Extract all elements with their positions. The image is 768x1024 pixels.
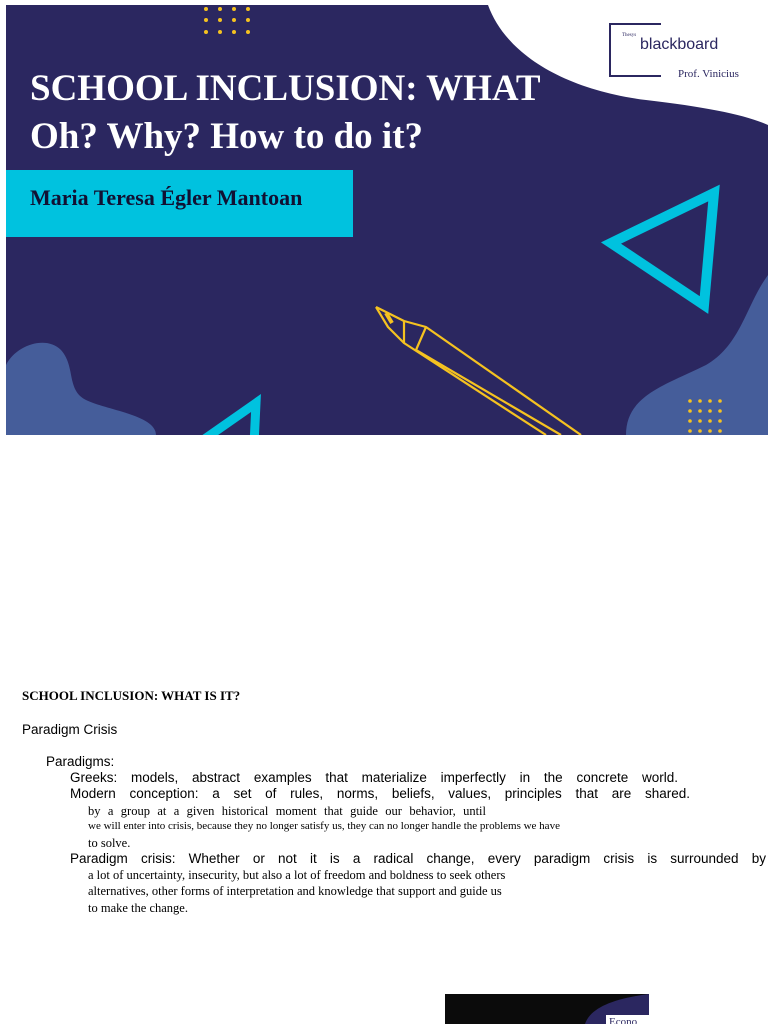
dot-grid-top — [204, 7, 250, 34]
thumbnail-label: Econo — [605, 1014, 649, 1024]
title-slide-banner — [6, 5, 768, 435]
paragraph-crisis-cont3: to make the change. — [88, 901, 188, 915]
paragraph-crisis: Paradigm crisis: Whether or not it is a radical change, every paradigm crisis is surrounded by — [70, 851, 766, 866]
triangle-outline-right — [611, 193, 714, 305]
paragraph-greeks: Greeks: models, abstract examples that materialize imperfectly in the concrete world. — [70, 770, 678, 785]
author-name: Maria Teresa Égler Mantoan — [30, 185, 303, 210]
paragraph-crisis-cont2: alternatives, other forms of interpretation and knowledge that support and guide us — [88, 884, 502, 898]
paragraph-modern-cont1: by a group at a given historical moment that guide our behavior, until — [88, 804, 486, 818]
logo-blackboard: blackboard — [640, 36, 719, 53]
left-blob-shape — [6, 343, 156, 435]
slide-title — [30, 65, 541, 161]
logo-professor-name: Prof. Vinicius — [678, 68, 739, 80]
triangle-outline-bottom — [196, 403, 256, 435]
paragraph-modern-cont2: we will enter into crisis, because they no longer satisfy us, they can no longer handle the problems we have — [88, 820, 560, 832]
paragraph-modern-cont3: to solve. — [88, 836, 131, 850]
logo-small-text: Thesys — [622, 33, 637, 38]
next-slide-thumbnail — [445, 994, 649, 1024]
section-title: Paradigm Crisis — [22, 722, 118, 737]
slide-title-line1: SCHOOL INCLUSION: WHAT — [30, 68, 541, 109]
document-heading: SCHOOL INCLUSION: WHAT IS IT? — [22, 688, 241, 703]
paragraph-modern: Modern conception: a set of rules, norms, beliefs, values, principles that are shared. — [70, 786, 690, 801]
subsection-title: Paradigms: — [46, 754, 115, 769]
paragraph-crisis-cont1: a lot of uncertainty, insecurity, but also a lot of freedom and boldness to seek others — [88, 868, 506, 882]
pencil-outline-icon — [376, 307, 581, 435]
slide-title-line2: Oh? Why? How to do it? — [30, 116, 424, 157]
